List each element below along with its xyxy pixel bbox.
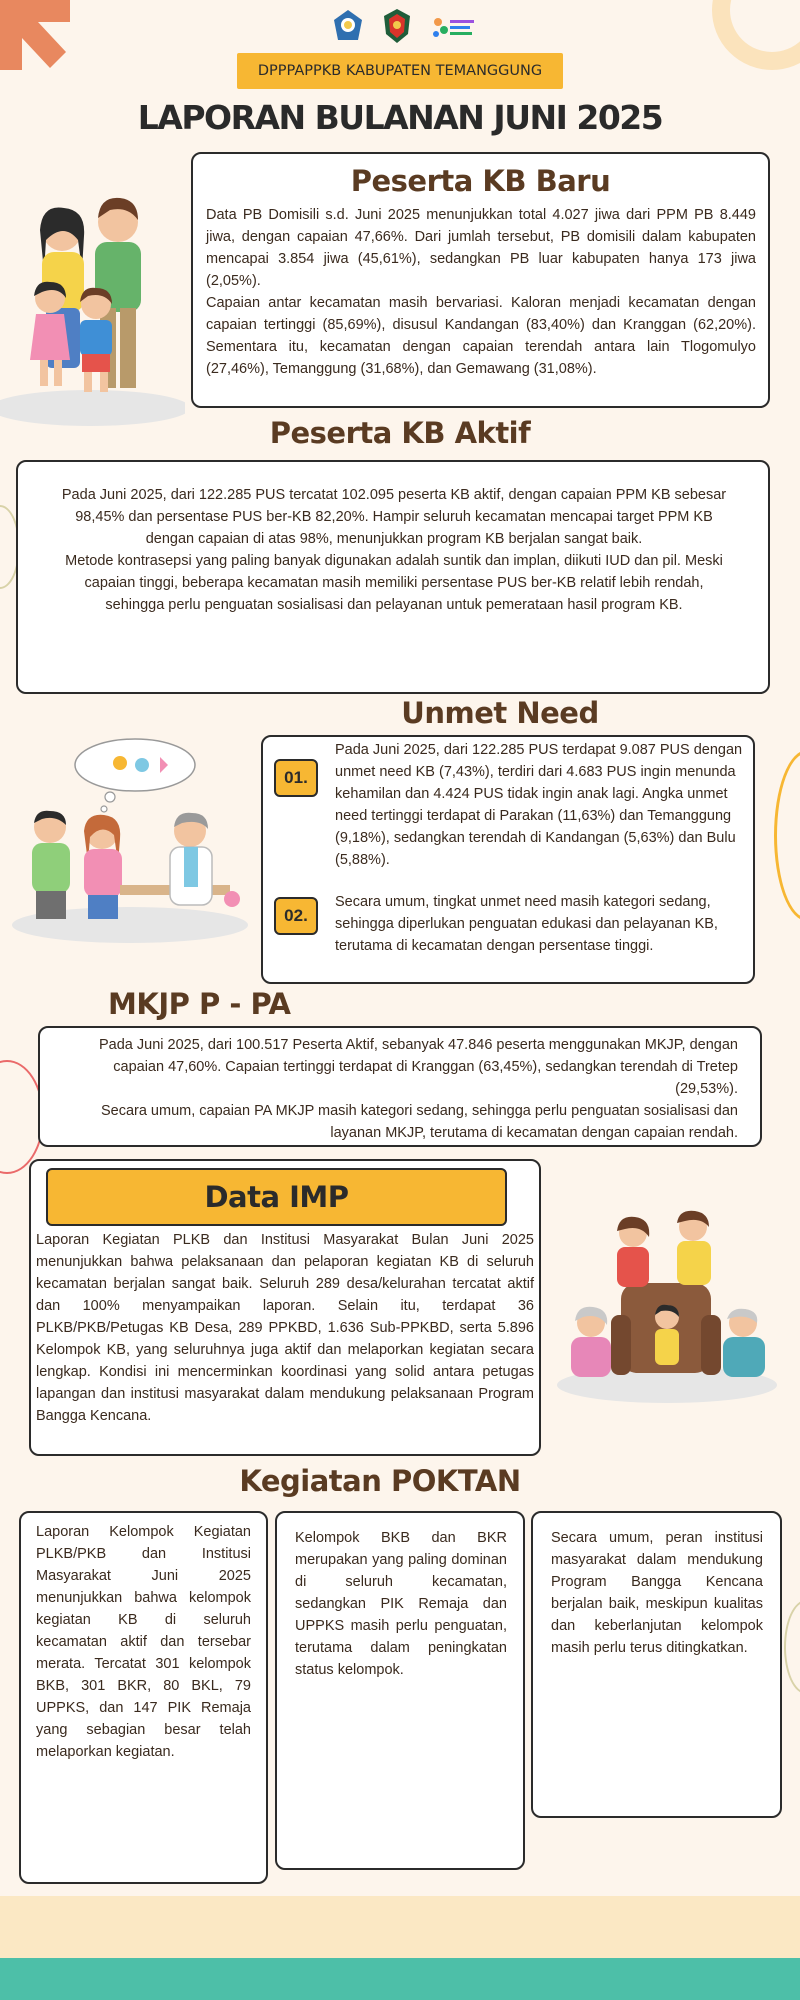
unmet-need-text-2: Secara umum, tingkat unmet need masih kategori sedang, sehingga diperlukan penguatan edukasi dan pelayanan KB, terutama di kecamatan dengan persentase tinggi. bbox=[335, 894, 718, 954]
footer-band bbox=[0, 1896, 800, 1958]
arc-decoration-right-yellow bbox=[774, 750, 800, 921]
ring-decoration bbox=[712, 0, 800, 70]
extended-family-illustration bbox=[555, 1205, 785, 1405]
kb-baru-title: Peserta KB Baru bbox=[350, 164, 611, 198]
imp-text: Laporan Kegiatan PLKB dan Institusi Masyarakat Bulan Juni 2025 menunjukkan bahwa pelaksanaan dan pelaporan kegiatan KB di seluruh kecamatan berjalan sangat baik. Seluruh 289 desa/kelurahan tercatat aktif dan 100% menyampaikan laporan. Selain itu, terdapat 36 PLKB/PKB/Petugas KB Desa, 289 PPKBD, 1.636 Sub-PPKBD, serta 5.896 Kelompok KB, yang seluruhnya juga aktif dan melaporkan kegiatan secara lengkap. Kondisi ini mencerminkan koordinasi yang solid antara petugas lapangan dan institusi masyarakat dalam mendukung pelaksanaan Program Bangga Kencana. bbox=[36, 1232, 534, 1424]
poktan-card-3 bbox=[531, 1511, 782, 1818]
unmet-need-number-1: 01. bbox=[274, 759, 318, 797]
unmet-need-text-1: Pada Juni 2025, dari 122.285 PUS terdapat 9.087 PUS dengan unmet need KB (7,43%), terdiri dari 4.683 PUS ingin menunda kehamilan dan 4.424 PUS tidak ingin anak lagi. Angka unmet need tertinggi terdapat di Parakan (11,63%) dan Temanggung (9,18%), sedangkan terendah di Kandangan (5,63%) dan Bulu (5,88%). bbox=[335, 742, 743, 868]
mkjp-title: MKJP P - PA bbox=[108, 987, 291, 1021]
unmet-need-number-2: 02. bbox=[274, 897, 318, 935]
poktan-text-3: Secara umum, peran institusi masyarakat dalam mendukung Program Bangga Kencana berjalan baik, meskipun kualitas dan keberlanjutan kelompok masih perlu terus ditingkatkan. bbox=[551, 1530, 763, 1656]
dppp-logo bbox=[430, 12, 476, 42]
bkkbn-logo bbox=[330, 8, 366, 44]
consultation-illustration bbox=[10, 735, 255, 945]
family-illustration bbox=[0, 180, 185, 430]
kb-baru-paragraph-2: Capaian antar kecamatan masih bervariasi. Kaloran menjadi kecamatan dengan capaian tertinggi (85,69%), disusul Kandangan (83,40%) dan Kranggan (62,20%). Sementara itu, kecamatan dengan capaian terendah antara lain Tlogomulyo (27,46%), Temanggung (31,68%), dan Gemawang (31,08%). bbox=[206, 295, 756, 377]
imp-card bbox=[29, 1159, 541, 1456]
unmet-need-card bbox=[261, 735, 755, 984]
kb-aktif-paragraph-2: Metode kontrasepsi yang paling banyak digunakan adalah suntik dan implan, diikuti IUD dan pil. Meski capaian tinggi, beberapa kecamatan masih memiliki persentase PUS ber-KB relatif lebih rendah, sehingga perlu penguatan sosialisasi dan pelayanan untuk pemerataan hasil program KB. bbox=[65, 553, 723, 613]
poktan-text-2: Kelompok BKB dan BKR merupakan yang paling dominan di seluruh kecamatan, sedangkan PIK Remaja dan UPPKS masih perlu penguatan, terutama dalam peningkatan status kelompok. bbox=[295, 1530, 507, 1678]
mkjp-paragraph-2: Secara umum, capaian PA MKJP masih kategori sedang, sehingga perlu penguatan sosialisasi dan layanan MKJP, terutama di kecamatan dengan capaian rendah. bbox=[100, 1103, 738, 1141]
corner-arrow-decoration bbox=[0, 0, 80, 80]
poktan-title: Kegiatan POKTAN bbox=[239, 1464, 521, 1498]
mkjp-paragraph-1: Pada Juni 2025, dari 100.517 Peserta Aktif, sebanyak 47.846 peserta menggunakan MKJP, dengan capaian 47,60%. Capaian tertinggi terdapat di Kranggan (63,45%), sedangkan terendah di Tretep (29,53%). bbox=[99, 1037, 738, 1097]
arc-decoration-right-small bbox=[784, 1600, 800, 1694]
kb-aktif-title: Peserta KB Aktif bbox=[269, 416, 531, 450]
footer-teal-strip bbox=[0, 1958, 800, 2000]
imp-title: Data IMP bbox=[204, 1180, 349, 1214]
kb-aktif-paragraph-1: Pada Juni 2025, dari 122.285 PUS tercatat 102.095 peserta KB aktif, dengan capaian PPM KB sebesar 98,45% dan persentase PUS ber-KB 82,20%. Hampir seluruh kecamatan mencapai target PPM KB dengan capaian di atas 98%, menunjukkan program KB berjalan sangat baik. bbox=[61, 487, 727, 547]
poktan-card-1 bbox=[19, 1511, 268, 1884]
org-badge bbox=[237, 53, 563, 89]
mkjp-card bbox=[38, 1026, 762, 1147]
kb-baru-paragraph-1: Data PB Domisili s.d. Juni 2025 menunjukkan total 4.027 jiwa dari PPM PB 8.449 jiwa, dengan capaian 47,66%. Dari jumlah tersebut, PB domisili dalam kabupaten mencapai 3.854 jiwa (45,61%), sedangkan PB luar kabupaten hanya 173 jiwa (2,05%). bbox=[206, 207, 756, 289]
unmet-need-title: Unmet Need bbox=[401, 696, 599, 730]
logo-row bbox=[330, 8, 480, 44]
imp-title-banner bbox=[46, 1168, 507, 1226]
temanggung-seal-logo bbox=[382, 8, 412, 44]
poktan-text-1: Laporan Kelompok Kegiatan PLKB/PKB dan Institusi Masyarakat Juni 2025 menunjukkan bahwa kelompok kegiatan KB di seluruh kecamatan aktif dan tersebar merata. Tercatat 301 kelompok BKB, 301 BKR, 80 BKL, 79 UPPKS, dan 147 PIK Remaja yang sebagian besar telah melaporkan kegiatan. bbox=[36, 1524, 251, 1760]
org-badge-text: DPPPAPPKB KABUPATEN TEMANGGUNG bbox=[257, 63, 543, 79]
kb-baru-card bbox=[191, 152, 770, 408]
page-title: LAPORAN BULANAN JUNI 2025 bbox=[137, 98, 663, 137]
poktan-card-2 bbox=[275, 1511, 525, 1870]
kb-aktif-card bbox=[16, 460, 770, 694]
